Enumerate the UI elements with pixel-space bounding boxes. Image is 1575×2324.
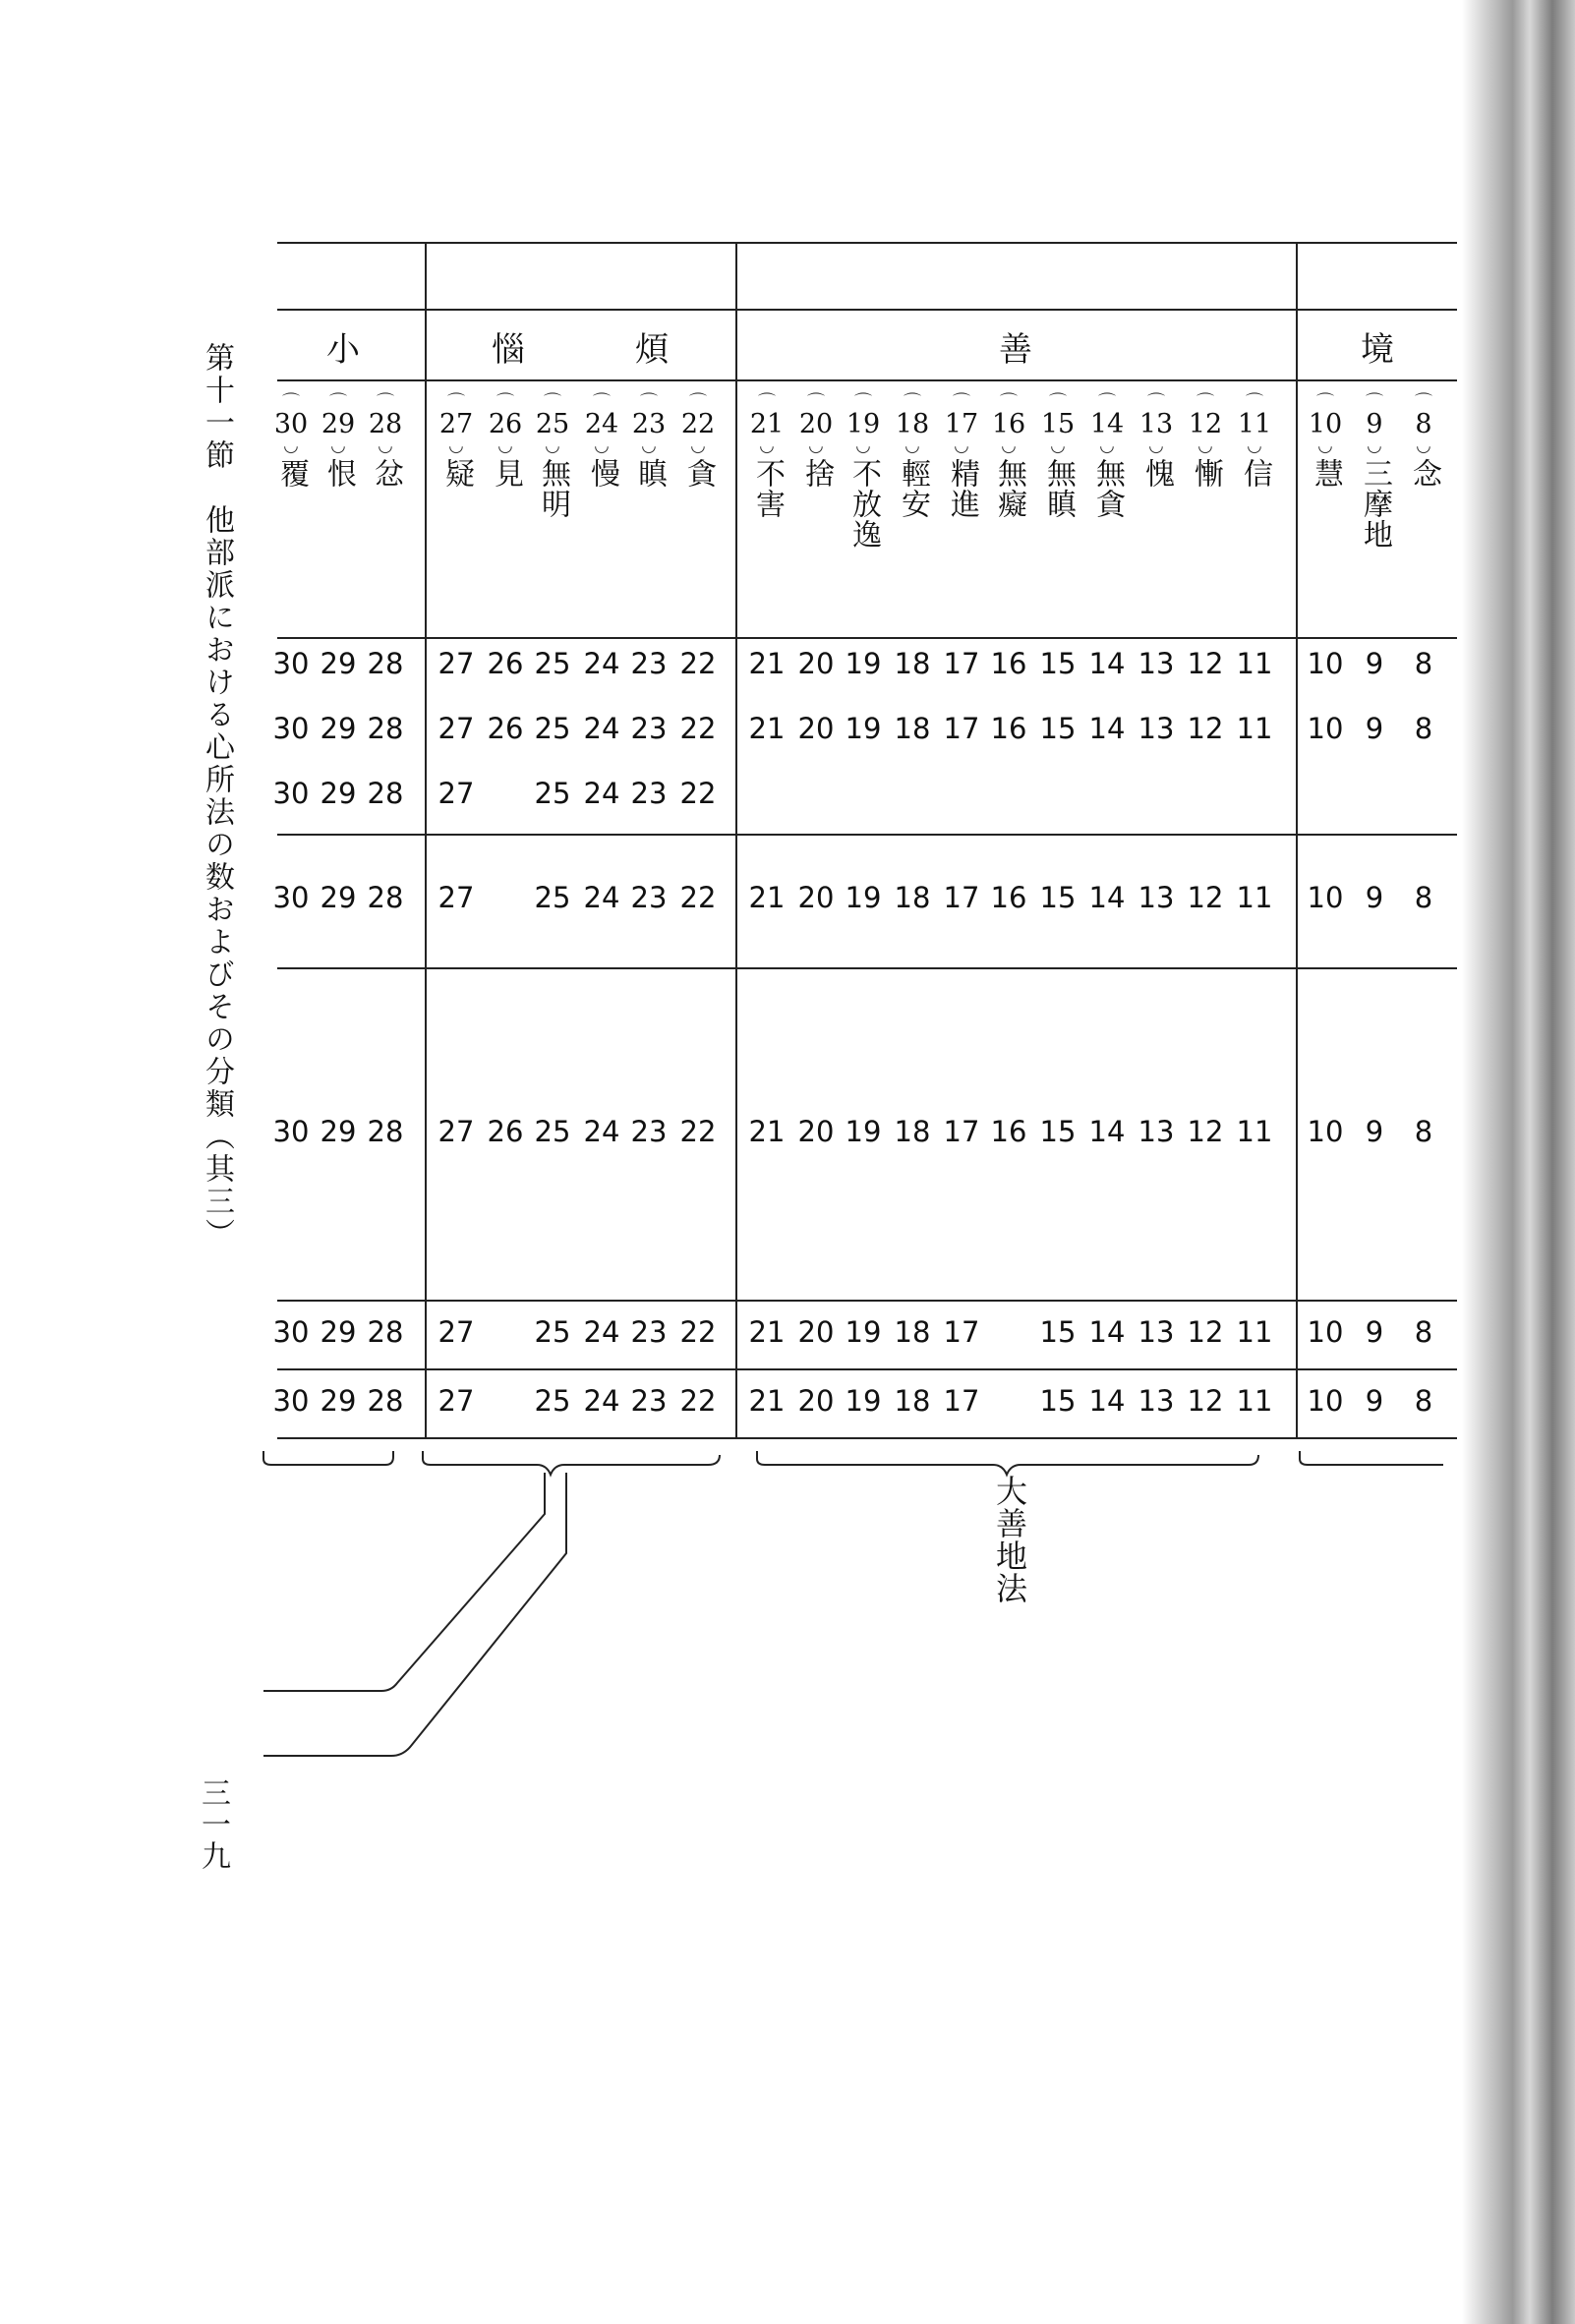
term-name: 捨 [799,458,834,489]
term-number: 10 [1308,409,1343,439]
table-cell: 10 [1307,712,1344,745]
table-cell: 30 [272,712,310,745]
table-cell: 9 [1365,1384,1384,1418]
term-number: 29 [321,409,356,439]
paren-top-glyph: ⌒ [854,392,872,413]
term-number: 27 [438,409,474,439]
table-cell: 24 [583,1115,620,1148]
table-cell: 23 [630,1384,668,1418]
paren-bottom-glyph: ◡ [497,436,513,456]
term-name: 瞋 [632,458,667,489]
group-label: 小 [326,330,360,370]
term-name: 不害 [750,458,785,519]
paren-bottom-glyph: ◡ [1367,436,1382,456]
table-cell: 17 [943,881,980,914]
brace-note: 大善地法 [991,1475,1028,1604]
paren-bottom-glyph: ◡ [1247,436,1262,456]
table-cell: 24 [583,1384,620,1418]
term-number: 14 [1089,409,1125,439]
table-cell: 14 [1088,712,1126,745]
table-cell: 9 [1365,1115,1384,1148]
table-cell: 27 [438,1315,475,1349]
table-cell: 24 [583,1315,620,1349]
table-cell: 30 [272,1384,310,1418]
table-cell: 11 [1236,881,1273,914]
paren-top-glyph: ⌒ [1098,392,1116,413]
table-cell: 30 [272,1315,310,1349]
group-label: 境 [1361,330,1394,370]
term-name: 信 [1238,458,1272,489]
table-cell: 21 [748,712,786,745]
table-cell: 8 [1414,1115,1433,1148]
table-cell: 21 [748,647,786,680]
term-name: 無癡 [992,458,1026,519]
term-name: 慧 [1309,458,1343,489]
term-name: 三摩地 [1358,458,1392,550]
table-cell: 10 [1307,1115,1344,1148]
paren-top-glyph: ⌒ [593,392,611,413]
paren-bottom-glyph: ◡ [1050,436,1066,456]
table-cell: 21 [748,1315,786,1349]
term-name: 不放逸 [846,458,881,550]
table-cell: 20 [797,647,835,680]
table-cell: 15 [1039,712,1077,745]
paren-top-glyph: ⌒ [1415,392,1432,413]
table-cell: 25 [534,1315,571,1349]
table-cell: 25 [534,712,571,745]
table-cell: 28 [367,1115,404,1148]
paren-bottom-glyph: ◡ [330,436,346,456]
table-cell: 29 [320,647,357,680]
running-head: 第十一節 他部派における心所法の数およびその分類（其三） [200,342,234,1250]
paren-top-glyph: ⌒ [1366,392,1383,413]
term-number: 19 [846,409,881,439]
paren-top-glyph: ⌒ [807,392,825,413]
term-number: 8 [1415,409,1432,439]
table-cell: 20 [797,1115,835,1148]
table-cell: 22 [679,881,717,914]
table-cell: 24 [583,647,620,680]
term-number: 22 [680,409,716,439]
table-cell: 23 [630,881,668,914]
table-cell: 14 [1088,881,1126,914]
table-cell: 29 [320,1115,357,1148]
table-cell: 12 [1187,647,1224,680]
table-cell: 13 [1138,1115,1175,1148]
paren-top-glyph: ⌒ [1246,392,1263,413]
term-number: 17 [944,409,979,439]
table-cell: 29 [320,1315,357,1349]
paren-top-glyph: ⌒ [953,392,970,413]
paren-top-glyph: ⌒ [1049,392,1067,413]
paren-top-glyph: ⌒ [377,392,394,413]
paren-bottom-glyph: ◡ [904,436,920,456]
table-cell: 27 [438,712,475,745]
term-name: 忿 [369,458,403,489]
table-cell: 25 [534,1384,571,1418]
table-cell: 10 [1307,881,1344,914]
table-cell: 27 [438,1115,475,1148]
paren-top-glyph: ⌒ [1196,392,1214,413]
table-cell: 23 [630,777,668,810]
table-cell: 16 [990,712,1027,745]
term-number: 9 [1366,409,1383,439]
term-number: 11 [1237,409,1272,439]
paren-top-glyph: ⌒ [640,392,658,413]
term-number: 13 [1138,409,1174,439]
term-name: 恨 [321,458,356,489]
table-cell: 12 [1187,1315,1224,1349]
table-cell: 24 [583,881,620,914]
term-name: 貪 [681,458,716,489]
term-name: 無瞋 [1041,458,1076,519]
term-name: 精進 [945,458,979,519]
table-cell: 21 [748,1115,786,1148]
term-number: 30 [273,409,309,439]
table-cell: 28 [367,647,404,680]
table-cell: 13 [1138,712,1175,745]
table-cell: 26 [487,647,524,680]
table-cell: 8 [1414,647,1433,680]
table-cell: 25 [534,1115,571,1148]
table-cell: 27 [438,1384,475,1418]
table-cell: 9 [1365,1315,1384,1349]
table-cell: 19 [845,1384,882,1418]
table-cell: 15 [1039,881,1077,914]
table-cell: 12 [1187,1115,1224,1148]
table-cell: 15 [1039,647,1077,680]
table-cell: 23 [630,647,668,680]
paren-bottom-glyph: ◡ [855,436,871,456]
table-cell: 22 [679,777,717,810]
table-cell: 22 [679,1315,717,1349]
table-cell: 29 [320,1384,357,1418]
term-name: 疑 [439,458,474,489]
paren-bottom-glyph: ◡ [1001,436,1017,456]
term-number: 24 [584,409,619,439]
table-cell: 21 [748,881,786,914]
term-name: 無明 [536,458,570,519]
term-name: 見 [489,458,523,489]
paren-bottom-glyph: ◡ [1099,436,1115,456]
table-cell: 19 [845,1315,882,1349]
table-cell: 11 [1236,1384,1273,1418]
term-number: 16 [991,409,1026,439]
paren-top-glyph: ⌒ [447,392,465,413]
table-cell: 22 [679,647,717,680]
table-cell: 8 [1414,881,1433,914]
paren-bottom-glyph: ◡ [759,436,775,456]
table-cell: 20 [797,1384,835,1418]
table-cell: 20 [797,1315,835,1349]
table-cell: 20 [797,712,835,745]
table-cell: 16 [990,1115,1027,1148]
term-number: 23 [631,409,667,439]
group-label: 煩 [635,330,669,370]
table-cell: 17 [943,1115,980,1148]
paren-top-glyph: ⌒ [689,392,707,413]
paren-bottom-glyph: ◡ [1197,436,1213,456]
table-cell: 9 [1365,647,1384,680]
table-cell: 14 [1088,1315,1126,1349]
table-cell: 23 [630,712,668,745]
paren-top-glyph: ⌒ [904,392,921,413]
table-cell: 9 [1365,712,1384,745]
table-cell: 11 [1236,1315,1273,1349]
paren-bottom-glyph: ◡ [1148,436,1164,456]
table-cell: 8 [1414,712,1433,745]
term-name: 慚 [1189,458,1223,489]
table-cell: 19 [845,881,882,914]
paren-bottom-glyph: ◡ [1317,436,1333,456]
table-cell: 10 [1307,1315,1344,1349]
table-cell: 16 [990,881,1027,914]
table-cell: 30 [272,777,310,810]
table-cell: 28 [367,712,404,745]
paren-top-glyph: ⌒ [1000,392,1018,413]
table-cell: 23 [630,1315,668,1349]
paren-bottom-glyph: ◡ [283,436,299,456]
paren-bottom-glyph: ◡ [545,436,560,456]
table-cell: 25 [534,881,571,914]
paren-top-glyph: ⌒ [758,392,776,413]
group-label: 惱 [492,330,525,370]
table-cell: 14 [1088,1115,1126,1148]
table-cell: 11 [1236,1115,1273,1148]
paren-bottom-glyph: ◡ [808,436,824,456]
term-number: 20 [798,409,834,439]
table-cell: 28 [367,1315,404,1349]
table-cell: 18 [894,647,931,680]
paren-bottom-glyph: ◡ [1416,436,1431,456]
table-cell: 18 [894,1384,931,1418]
paren-bottom-glyph: ◡ [954,436,969,456]
table-cell: 28 [367,881,404,914]
table-cell: 18 [894,712,931,745]
term-number: 25 [535,409,570,439]
paren-top-glyph: ⌒ [1316,392,1334,413]
table-cell: 13 [1138,881,1175,914]
term-name: 念 [1407,458,1441,489]
term-name: 輕安 [896,458,930,519]
table-cell: 13 [1138,647,1175,680]
paren-bottom-glyph: ◡ [641,436,657,456]
table-cell: 30 [272,881,310,914]
term-number: 26 [488,409,523,439]
table-cell: 22 [679,1115,717,1148]
table-cell: 30 [272,647,310,680]
term-name: 愧 [1139,458,1174,489]
table-cell: 12 [1187,881,1224,914]
table-cell: 22 [679,1384,717,1418]
table-cell: 27 [438,881,475,914]
table-cell: 28 [367,1384,404,1418]
table-cell: 17 [943,1384,980,1418]
table-cell: 18 [894,1115,931,1148]
table-cell: 17 [943,1315,980,1349]
term-name: 覆 [274,458,309,489]
term-name: 無貪 [1090,458,1125,519]
term-number: 28 [368,409,403,439]
table-cell: 17 [943,647,980,680]
term-number: 15 [1040,409,1076,439]
paren-bottom-glyph: ◡ [378,436,393,456]
table-cell: 28 [367,777,404,810]
table-cell: 20 [797,881,835,914]
table-cell: 10 [1307,647,1344,680]
table-cell: 9 [1365,881,1384,914]
table-cell: 26 [487,1115,524,1148]
table-cell: 11 [1236,712,1273,745]
table-cell: 29 [320,881,357,914]
table-cell: 15 [1039,1115,1077,1148]
table-cell: 16 [990,647,1027,680]
table-cell: 11 [1236,647,1273,680]
table-cell: 22 [679,712,717,745]
table-cell: 21 [748,1384,786,1418]
paren-bottom-glyph: ◡ [448,436,464,456]
term-number: 21 [749,409,785,439]
table-cell: 19 [845,647,882,680]
table-cell: 18 [894,881,931,914]
table-cell: 26 [487,712,524,745]
table-cell: 27 [438,777,475,810]
table-cell: 19 [845,1115,882,1148]
table-cell: 8 [1414,1315,1433,1349]
group-label: 善 [999,330,1032,370]
table-cell: 23 [630,1115,668,1148]
paren-top-glyph: ⌒ [329,392,347,413]
page-number: 三一九 [196,1777,230,1872]
paren-top-glyph: ⌒ [282,392,300,413]
table-cell: 29 [320,712,357,745]
term-name: 慢 [585,458,619,489]
paren-bottom-glyph: ◡ [594,436,610,456]
table-cell: 25 [534,647,571,680]
paren-top-glyph: ⌒ [544,392,561,413]
table-cell: 12 [1187,1384,1224,1418]
table-cell: 15 [1039,1384,1077,1418]
table-cell: 18 [894,1315,931,1349]
table-cell: 19 [845,712,882,745]
paren-bottom-glyph: ◡ [690,436,706,456]
paren-top-glyph: ⌒ [1147,392,1165,413]
table-cell: 30 [272,1115,310,1148]
table-cell: 8 [1414,1384,1433,1418]
table-cell: 25 [534,777,571,810]
table-cell: 12 [1187,712,1224,745]
term-number: 18 [895,409,930,439]
table-cell: 29 [320,777,357,810]
table-cell: 14 [1088,1384,1126,1418]
paren-top-glyph: ⌒ [496,392,514,413]
table-cell: 27 [438,647,475,680]
table-cell: 15 [1039,1315,1077,1349]
table-cell: 13 [1138,1315,1175,1349]
table-cell: 17 [943,712,980,745]
table-cell: 24 [583,777,620,810]
table-cell: 10 [1307,1384,1344,1418]
table-cell: 13 [1138,1384,1175,1418]
table-cell: 24 [583,712,620,745]
table-cell: 14 [1088,647,1126,680]
term-number: 12 [1188,409,1223,439]
